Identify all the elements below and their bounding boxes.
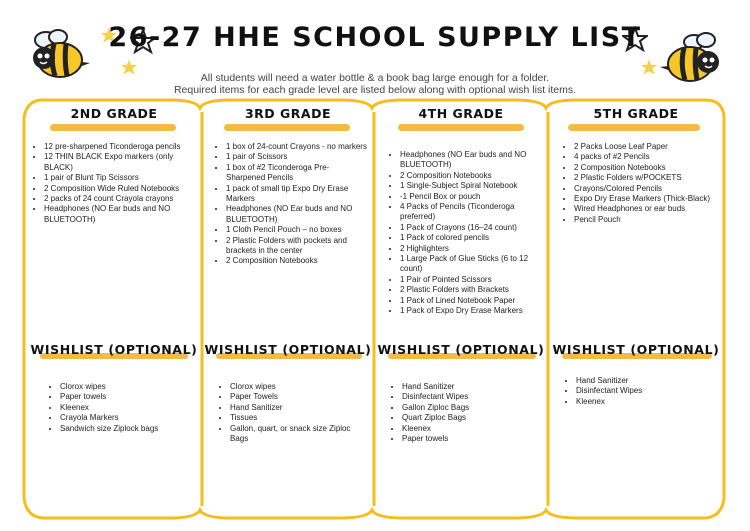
list-item: • Paper towels [60, 392, 200, 402]
wishlist-heading: WISHLIST (OPTIONAL) [30, 342, 198, 357]
supply-list [562, 142, 718, 225]
wishlist-heading: WISHLIST (OPTIONAL) [377, 342, 545, 357]
list-item: • 1 Pair of Pointed Scissors [400, 275, 544, 285]
list-item: • 2 Composition Notebooks [574, 163, 718, 173]
list-item: • Crayons/Colored Pencils [574, 184, 718, 194]
list-item: • 2 packs of 24 count Crayola crayons [44, 194, 194, 204]
list-item: • Paper Towels [230, 392, 370, 402]
list-item: • Headphones (NO Ear buds and NO BLUETOOTH) [44, 204, 194, 225]
list-item: • Hand Sanitizer [402, 382, 542, 392]
list-item: • 1 pair of Scissors [226, 152, 368, 162]
grade-column-2nd [28, 98, 200, 523]
grade-column-4th [376, 98, 546, 523]
list-item: • 2 Plastic Folders with pockets and brackets in the center [226, 236, 368, 257]
wishlist [48, 382, 200, 434]
list-item: • Disinfectant Wipes [576, 386, 716, 396]
list-item: • 2 Plastic Folders with Brackets [400, 285, 544, 295]
grade-heading: 4TH GRADE [418, 106, 504, 121]
grade-column-5th [550, 98, 722, 523]
list-item: • Hand Sanitizer [576, 376, 716, 386]
list-item: • 1 Cloth Pencil Pouch – no boxes [226, 225, 368, 235]
list-item: • Expo Dry Erase Markers (Thick-Black) [574, 194, 718, 204]
list-item: • 1 box of 24-count Crayons - no markers [226, 142, 368, 152]
heading-brush-stroke [568, 124, 700, 131]
wishlist [564, 376, 716, 407]
list-item: • Kleenex [60, 403, 200, 413]
list-item: • Clorox wipes [60, 382, 200, 392]
list-item: • Quart Ziploc Bags [402, 413, 542, 423]
list-item: • Kleenex [402, 424, 542, 434]
page-title: 26-27 HHE SCHOOL SUPPLY LIST [108, 22, 642, 53]
grade-heading: 5TH GRADE [593, 106, 679, 121]
list-item: • Sandwich size Ziplock bags [60, 424, 200, 434]
list-item: • 12 pre-sharpened Ticonderoga pencils [44, 142, 194, 152]
list-item: • 2 Composition Notebooks [400, 171, 544, 181]
list-item: • -1 Pencil Box or pouch [400, 192, 544, 202]
list-item: • Gallon, quart, or snack size Ziploc Bags [230, 424, 370, 445]
list-item: • Paper towels [402, 434, 542, 444]
list-item: • Kleenex [576, 397, 716, 407]
list-item: • Disinfectant Wipes [402, 392, 542, 402]
list-item: • Clorox wipes [230, 382, 370, 392]
wishlist [218, 382, 370, 444]
list-item: • 1 Large Pack of Glue Sticks (6 to 12 count) [400, 254, 544, 275]
list-item: • 1 Pack of Expo Dry Erase Markers [400, 306, 544, 316]
wishlist [390, 382, 542, 444]
list-item: • 1 pair of Blunt Tip Scissors [44, 173, 194, 183]
list-item: • 1 box of #2 Ticonderoga Pre-Sharpened Pencils [226, 163, 368, 184]
list-item: • Gallon Ziploc Bags [402, 403, 542, 413]
list-item: • 1 Pack of Crayons (16–24 count) [400, 223, 544, 233]
list-item: • 1 pack of small tip Expo Dry Erase Markers [226, 184, 368, 205]
heading-brush-stroke [398, 124, 524, 131]
list-item: • Tissues [230, 413, 370, 423]
list-item: • 2 Packs Loose Leaf Paper [574, 142, 718, 152]
grade-column-3rd [204, 98, 372, 523]
heading-brush-stroke [224, 124, 350, 131]
list-item: • 1 Single-Subject Spiral Notebook [400, 181, 544, 191]
list-item: • Headphones (NO Ear buds and NO BLUETOOTH) [400, 150, 544, 171]
wishlist-heading: WISHLIST (OPTIONAL) [552, 342, 720, 357]
list-item: • 4 Packs of Pencils (Ticonderoga preferred) [400, 202, 544, 223]
wishlist-heading: WISHLIST (OPTIONAL) [204, 342, 372, 357]
list-item: • 12 THIN BLACK Expo markers (only BLACK) [44, 152, 194, 173]
list-item: • Pencil Pouch [574, 215, 718, 225]
subtitle-line-2: Required items for each grade level are listed below along with optional wish list items. [173, 84, 577, 96]
grade-heading: 3RD GRADE [244, 106, 332, 121]
list-item: • Wired Headphones or ear buds [574, 204, 718, 214]
list-item: • Headphones (NO Ear buds and NO BLUETOOTH) [226, 204, 368, 225]
list-item: • Hand Sanitizer [230, 403, 370, 413]
heading-brush-stroke [50, 124, 176, 131]
list-item: • 2 Composition Notebooks [226, 256, 368, 266]
list-item: • 2 Highlighters [400, 244, 544, 254]
grade-heading: 2ND GRADE [70, 106, 158, 121]
subtitle-line-1: All students will need a water bottle & a book bag large enough for a folder. [200, 72, 550, 84]
list-item: • 2 Plastic Folders w/POCKETS [574, 173, 718, 183]
supply-list [32, 142, 194, 225]
supply-list [214, 142, 368, 267]
list-item: • Crayola Markers [60, 413, 200, 423]
list-item: • 1 Pack of colored pencils [400, 233, 544, 243]
list-item: • 2 Composition Wide Ruled Notebooks [44, 184, 194, 194]
list-item: • 1 Pack of Lined Notebook Paper [400, 296, 544, 306]
supply-list [388, 150, 544, 317]
list-item: • 4 packs of #2 Pencils [574, 152, 718, 162]
